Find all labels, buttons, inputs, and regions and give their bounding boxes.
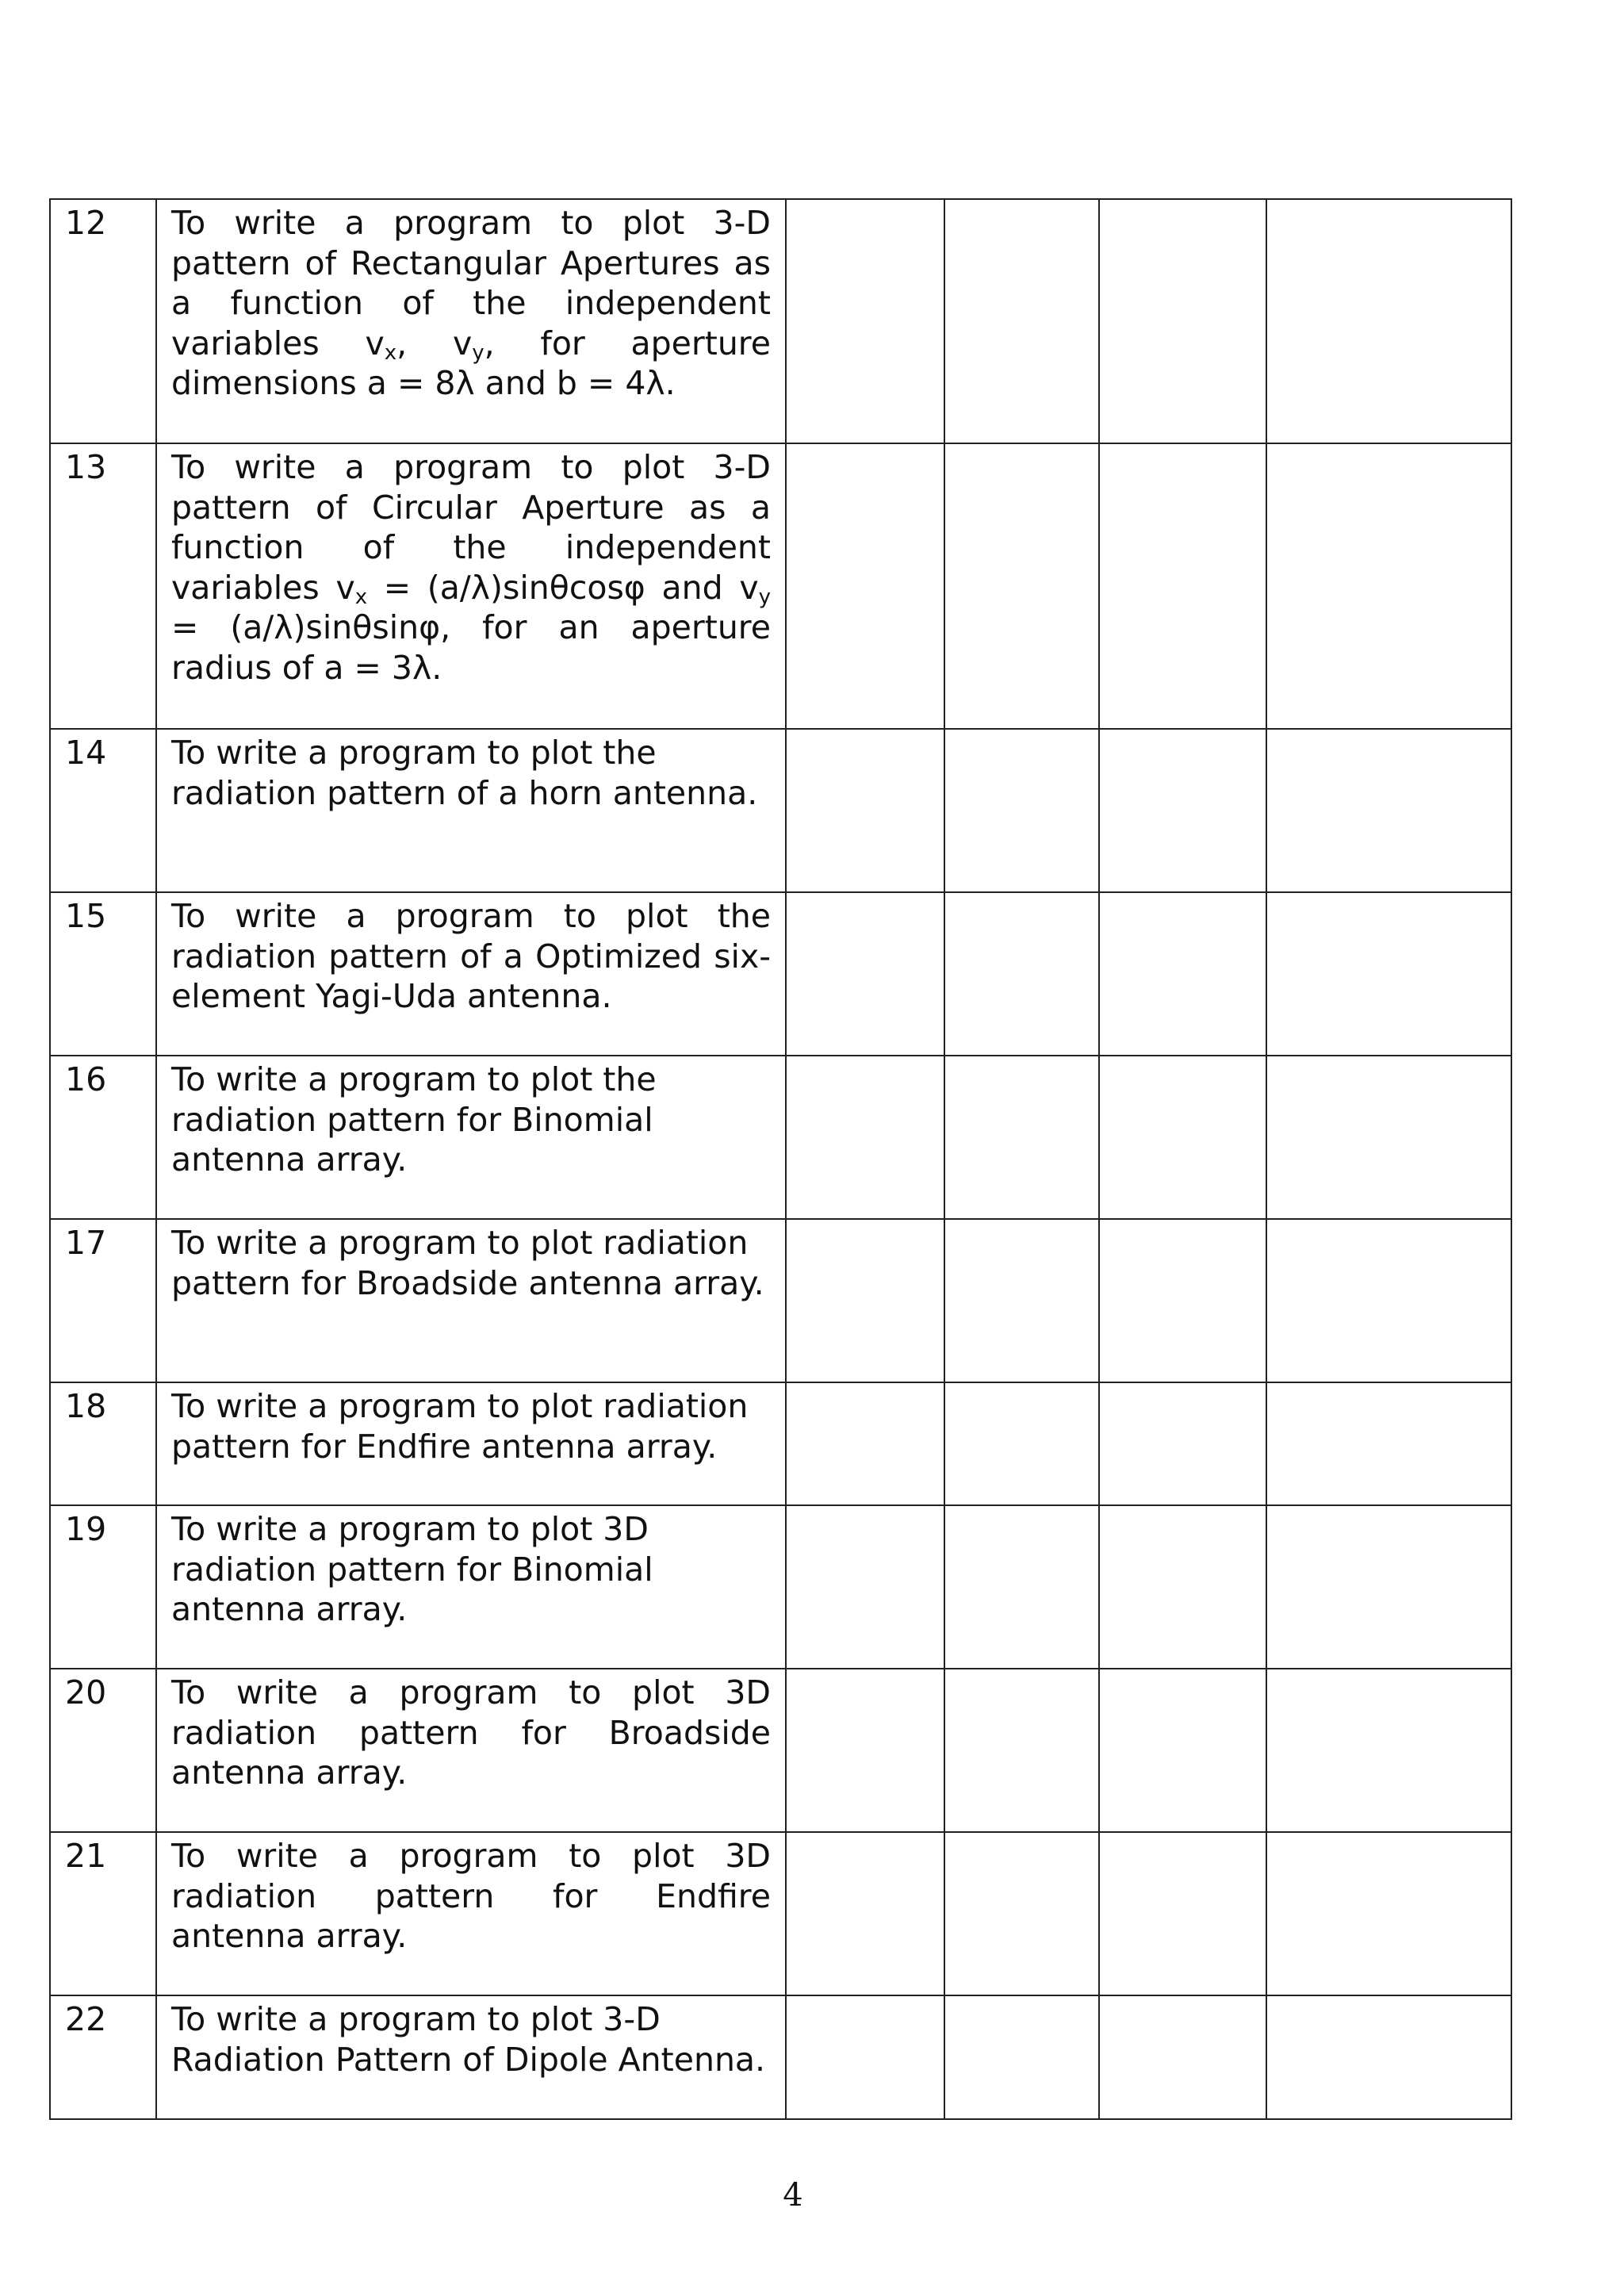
description-text: To write a program to plot 3D radiation pattern for Endfire antenna array. xyxy=(171,1837,771,1955)
empty-cell xyxy=(1266,1056,1511,1219)
empty-cell xyxy=(1266,729,1511,892)
empty-cell xyxy=(1266,1669,1511,1832)
experiment-number: 14 xyxy=(50,729,156,892)
description-text: To write a program to plot 3-D pattern of Rectangular Apertures as a function of the independent variables v xyxy=(171,204,771,362)
empty-cell xyxy=(786,199,944,443)
empty-cell xyxy=(1266,892,1511,1056)
empty-cell xyxy=(1266,1505,1511,1669)
empty-cell xyxy=(944,1056,1099,1219)
empty-cell xyxy=(1099,892,1266,1056)
experiment-description xyxy=(156,1056,786,1219)
subscript-text: x xyxy=(354,585,368,609)
empty-cell xyxy=(944,443,1099,729)
empty-cell xyxy=(1266,443,1511,729)
empty-cell xyxy=(786,1995,944,2119)
table-row xyxy=(50,1669,1511,1832)
description-text: To write a program to plot 3D radiation pattern for Broadside antenna array. xyxy=(171,1673,771,1792)
table-row xyxy=(50,1505,1511,1669)
experiment-number: 12 xyxy=(50,199,156,443)
experiment-number: 21 xyxy=(50,1832,156,1995)
empty-cell xyxy=(1266,1995,1511,2119)
subscript-text: y xyxy=(758,585,771,609)
empty-cell xyxy=(1099,729,1266,892)
table-row xyxy=(50,1056,1511,1219)
empty-cell xyxy=(944,1832,1099,1995)
table-row xyxy=(50,1995,1511,2119)
empty-cell xyxy=(786,729,944,892)
empty-cell xyxy=(786,1382,944,1505)
description-text: To write a program to plot 3-D Radiation Pattern of Dipole Antenna. xyxy=(171,2000,766,2079)
empty-cell xyxy=(944,1505,1099,1669)
experiment-number: 15 xyxy=(50,892,156,1056)
description-text: To write a program to plot radiation pattern for Endfire antenna array. xyxy=(171,1387,749,1466)
experiment-description xyxy=(156,1669,786,1832)
experiment-list-table xyxy=(49,198,1512,2120)
description-text: To write a program to plot the radiation pattern of a horn antenna. xyxy=(171,734,758,812)
empty-cell xyxy=(1099,1669,1266,1832)
table-row xyxy=(50,1382,1511,1505)
description-text: , for aperture dimensions a = 8λ and b = 4λ. xyxy=(171,324,771,402)
empty-cell xyxy=(1099,1219,1266,1382)
empty-cell xyxy=(1266,1382,1511,1505)
empty-cell xyxy=(1099,1832,1266,1995)
empty-cell xyxy=(944,729,1099,892)
empty-cell xyxy=(1266,1219,1511,1382)
experiment-number: 22 xyxy=(50,1995,156,2119)
empty-cell xyxy=(786,1219,944,1382)
empty-cell xyxy=(1099,1382,1266,1505)
experiment-description xyxy=(156,1505,786,1669)
empty-cell xyxy=(1099,1056,1266,1219)
empty-cell xyxy=(1099,443,1266,729)
experiment-description xyxy=(156,1995,786,2119)
experiment-description xyxy=(156,892,786,1056)
experiment-number: 17 xyxy=(50,1219,156,1382)
table-row xyxy=(50,443,1511,729)
empty-cell xyxy=(944,1219,1099,1382)
table-body xyxy=(50,199,1511,2119)
empty-cell xyxy=(786,1056,944,1219)
empty-cell xyxy=(1099,1995,1266,2119)
description-text: , v xyxy=(396,324,473,362)
experiment-number: 20 xyxy=(50,1669,156,1832)
empty-cell xyxy=(786,892,944,1056)
table-row xyxy=(50,199,1511,443)
empty-cell xyxy=(786,1505,944,1669)
experiment-number: 19 xyxy=(50,1505,156,1669)
empty-cell xyxy=(944,199,1099,443)
empty-cell xyxy=(1266,1832,1511,1995)
empty-cell xyxy=(786,443,944,729)
page-number: 4 xyxy=(783,2177,803,2214)
empty-cell xyxy=(944,1669,1099,1832)
empty-cell xyxy=(1099,1505,1266,1669)
experiment-description xyxy=(156,1382,786,1505)
description-text: To write a program to plot 3D radiation pattern for Binomial antenna array. xyxy=(171,1510,653,1628)
table-row xyxy=(50,729,1511,892)
description-text: To write a program to plot radiation pattern for Broadside antenna array. xyxy=(171,1224,764,1302)
experiment-description xyxy=(156,443,786,729)
description-text: To write a program to plot the radiation pattern of a Optimized six-element Yagi-Uda antenna. xyxy=(171,897,771,1015)
empty-cell xyxy=(786,1832,944,1995)
experiment-number: 18 xyxy=(50,1382,156,1505)
empty-cell xyxy=(786,1669,944,1832)
subscript-text: y xyxy=(472,340,485,365)
empty-cell xyxy=(944,892,1099,1056)
experiment-number: 16 xyxy=(50,1056,156,1219)
empty-cell xyxy=(944,1382,1099,1505)
description-text: To write a program to plot 3-D pattern of Circular Aperture as a function of the independent variables v xyxy=(171,448,771,607)
table-row xyxy=(50,1832,1511,1995)
table-row xyxy=(50,892,1511,1056)
experiment-description xyxy=(156,1832,786,1995)
experiment-description xyxy=(156,199,786,443)
description-text: = (a/λ)sinθcosφ and v xyxy=(367,568,759,607)
empty-cell xyxy=(944,1995,1099,2119)
experiment-description xyxy=(156,1219,786,1382)
description-text: = (a/λ)sinθsinφ, for an aperture radius of a = 3λ. xyxy=(171,608,771,687)
description-text: To write a program to plot the radiation pattern for Binomial antenna array. xyxy=(171,1060,657,1179)
empty-cell xyxy=(1099,199,1266,443)
table-row xyxy=(50,1219,1511,1382)
experiment-description xyxy=(156,729,786,892)
subscript-text: x xyxy=(384,340,397,365)
experiment-number: 13 xyxy=(50,443,156,729)
empty-cell xyxy=(1266,199,1511,443)
